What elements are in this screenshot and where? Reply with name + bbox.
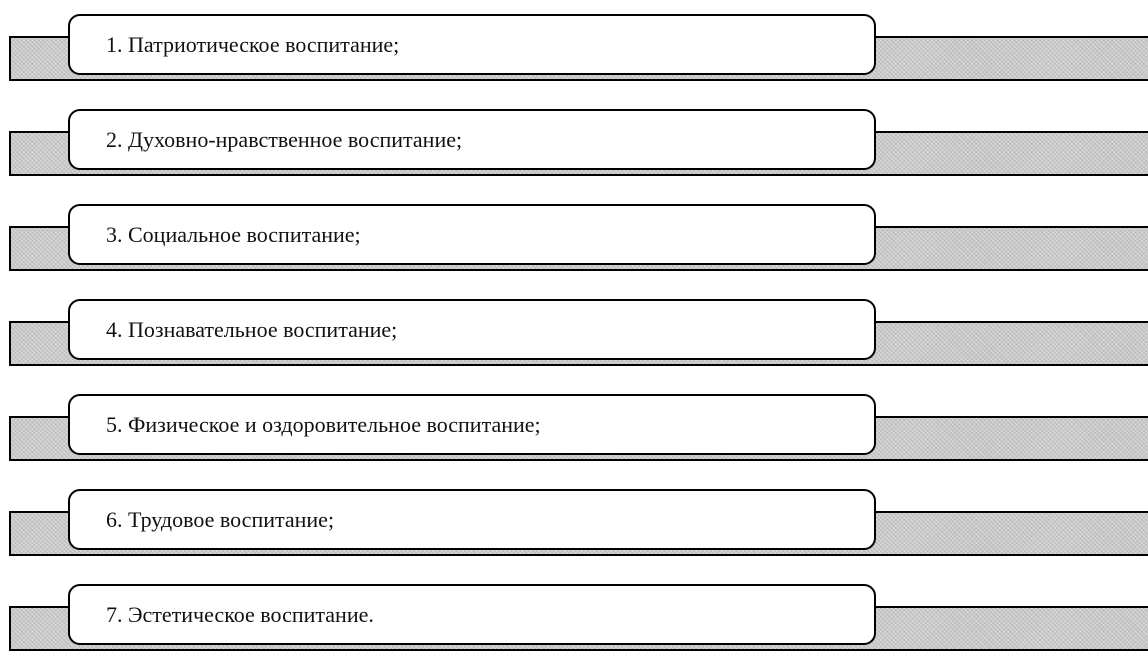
- item-label: 6. Трудовое воспитание;: [106, 507, 335, 532]
- item-label: 3. Социальное воспитание;: [106, 222, 361, 247]
- item-box: [68, 14, 876, 75]
- diagram-row-6: [0, 475, 1148, 571]
- item-label: 1. Патриотическое воспитание;: [106, 32, 400, 57]
- diagram-row-7: [0, 570, 1148, 666]
- item-label: 5. Физическое и оздоровительное воспитание;: [106, 412, 541, 437]
- item-label: 2. Духовно-нравственное воспитание;: [106, 127, 463, 152]
- item-label: 4. Познавательное воспитание;: [106, 317, 398, 342]
- diagram-row-2: [0, 95, 1148, 191]
- diagram-row-3: [0, 190, 1148, 286]
- item-box: [68, 489, 876, 550]
- item-box: [68, 109, 876, 170]
- item-box: [68, 299, 876, 360]
- item-box: [68, 204, 876, 265]
- item-box: [68, 584, 876, 645]
- diagram-row-4: [0, 285, 1148, 381]
- item-box: [68, 394, 876, 455]
- item-label: 7. Эстетическое воспитание.: [106, 602, 374, 627]
- diagram-row-5: [0, 380, 1148, 476]
- diagram-row-1: [0, 0, 1148, 96]
